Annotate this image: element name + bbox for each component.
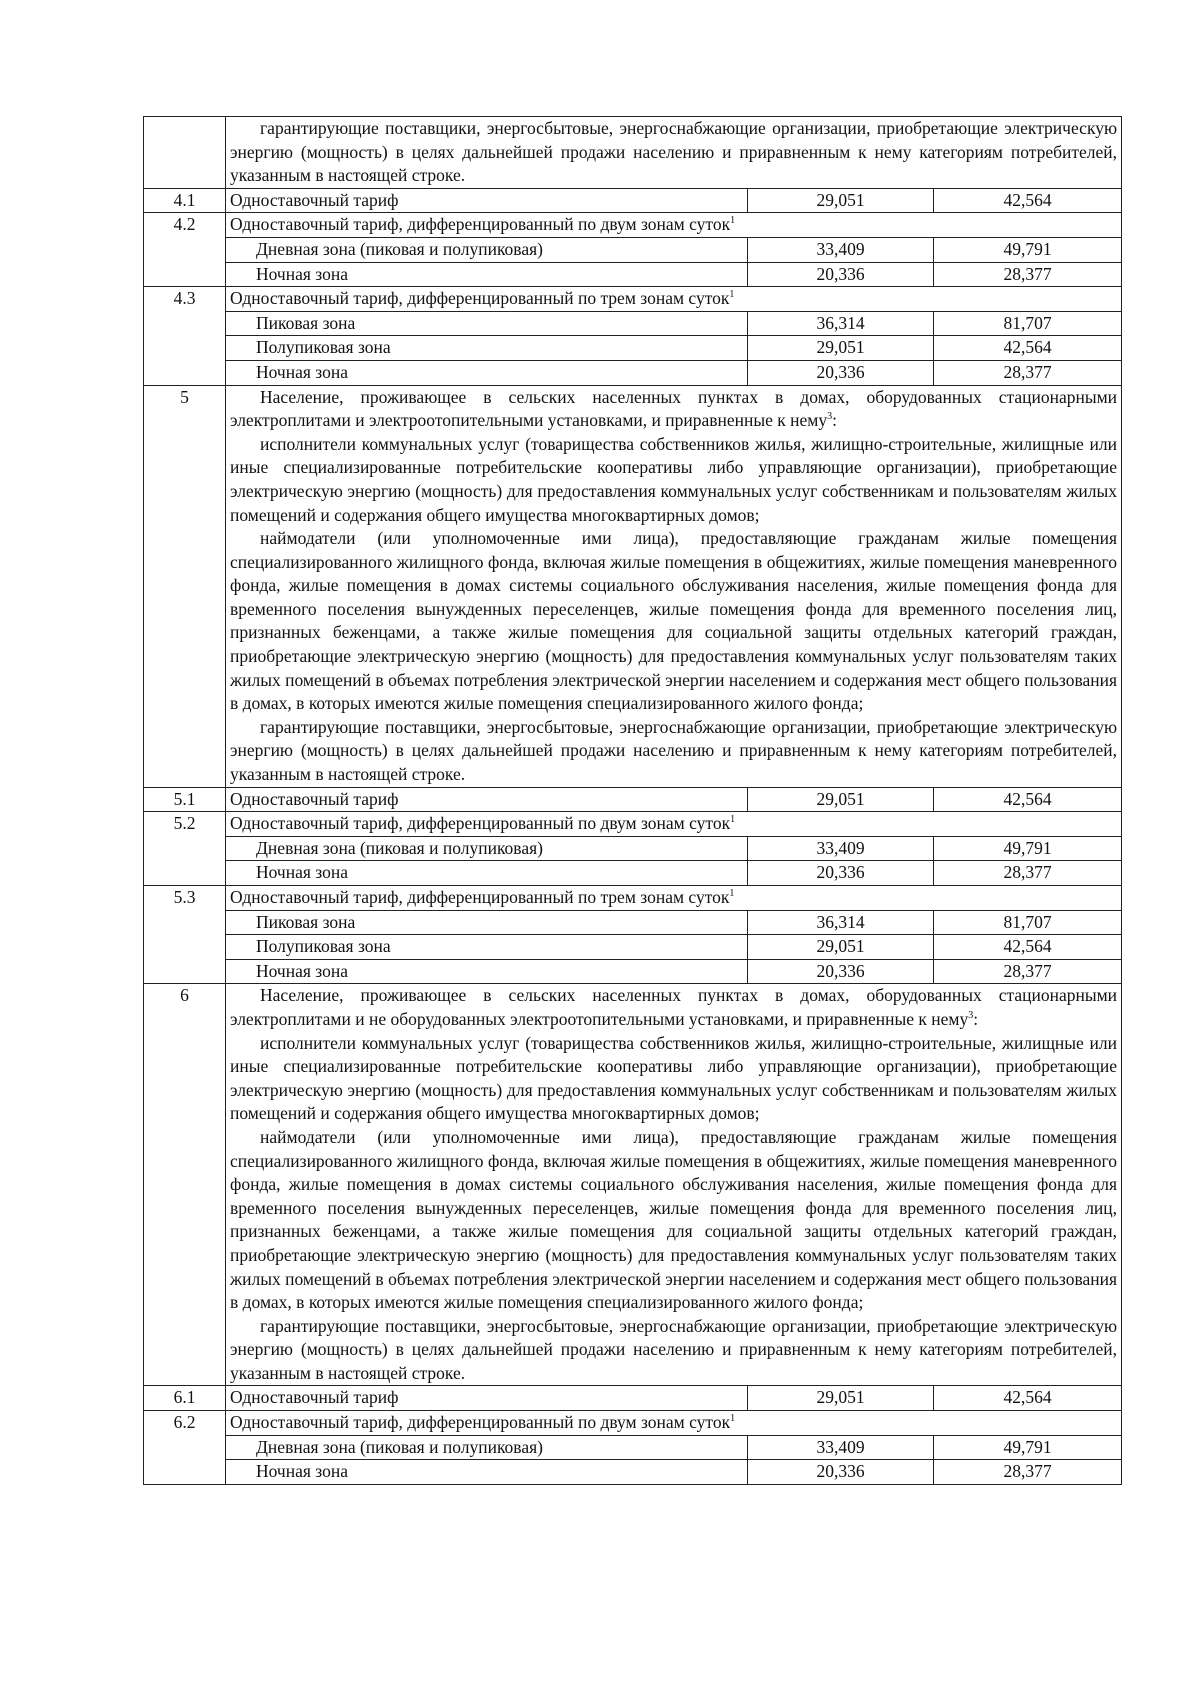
footnote-mark: 1 [730,215,736,227]
row-number [144,117,226,189]
value-cell: 42,564 [934,188,1122,213]
value-cell: 28,377 [934,861,1122,886]
value-cell: 28,377 [934,959,1122,984]
row-number [144,336,226,361]
value-cell: 29,051 [748,787,934,812]
row-label [226,213,1122,238]
value-cell: 42,564 [934,1386,1122,1411]
paragraph-end: : [832,410,837,431]
tariff-table [143,116,1122,1485]
value-cell: 49,791 [934,836,1122,861]
table-row [144,836,1122,861]
label-text: Одноставочный тариф, дифференцированный по трем зонам суток [230,887,730,907]
paragraph-text: Население, проживающее в сельских населенных пунктах в домах, оборудованных стационарными электроплитами и не оборудованных электроотопительными установками, и приравненные к нему [230,985,1118,1029]
footnote-mark: 1 [729,289,735,301]
value-cell: 42,564 [934,935,1122,960]
row-number: 6.2 [144,1411,226,1436]
value-cell: 49,791 [934,237,1122,262]
table-row [144,287,1122,312]
row-number: 5.2 [144,812,226,837]
label-text: Одноставочный тариф, дифференцированный по двум зонам суток [230,214,731,235]
row-label: Ночная зона [226,1460,748,1485]
row-description [226,984,1122,1386]
paragraph: исполнители коммунальных услуг (товарищества собственников жилья, жилищно-строительные, жилищные или иные специализированные потребительские кооперативы либо управляющие организации), приобретающие электрическую энергию (мощность) для предоставления коммунальных услуг собственникам и пользователям жилых помещений и содержания общего имущества многоквартирных домов; [230,1032,1118,1124]
row-label: Полупиковая зона [226,336,748,361]
row-number: 5.3 [144,886,226,911]
table-row [144,213,1122,238]
value-cell: 29,051 [748,935,934,960]
row-label: Дневная зона (пиковая и полупиковая) [226,1435,748,1460]
value-cell: 20,336 [748,959,934,984]
row-number [144,1435,226,1460]
row-number [144,959,226,984]
table-row [144,984,1122,1386]
row-label [226,287,1122,312]
row-number: 5.1 [144,787,226,812]
table-row [144,1435,1122,1460]
table-row [144,910,1122,935]
value-cell: 36,314 [748,910,934,935]
value-cell: 28,377 [934,360,1122,385]
row-label [226,886,1122,911]
row-label: Одноставочный тариф [226,188,748,213]
label-text: Одноставочный тариф, дифференцированный по двум зонам суток [230,1412,731,1433]
value-cell: 20,336 [748,360,934,385]
label-text: Одноставочный тариф, дифференцированный по двум зонам суток [230,813,731,834]
label-text: Одноставочный тариф, дифференцированный по трем зонам суток [230,288,730,309]
value-cell: 28,377 [934,1460,1122,1485]
row-number [144,910,226,935]
paragraph [230,386,1117,433]
table-row [144,1460,1122,1485]
row-label: Пиковая зона [226,311,748,336]
table-row [144,188,1122,213]
table-row [144,935,1122,960]
value-cell: 20,336 [748,1460,934,1485]
table-row [144,1386,1122,1411]
row-label [226,1411,1122,1436]
table-row [144,360,1122,385]
table-row [144,886,1122,911]
row-label: Пиковая зона [226,910,748,935]
value-cell: 33,409 [748,1435,934,1460]
table-row [144,336,1122,361]
value-cell: 49,791 [934,1435,1122,1460]
row-label: Ночная зона [226,861,748,886]
value-cell: 81,707 [934,910,1122,935]
row-label: Ночная зона [226,959,748,984]
row-label: Ночная зона [226,360,748,385]
row-description [226,117,1122,189]
paragraph: гарантирующие поставщики, энергосбытовые, энергоснабжающие организации, приобретающие электрическую энергию (мощность) в целях дальнейшей продажи населению и приравненным к нему категориям потребителей, указанным в настоящей строке. [230,716,1118,785]
row-number [144,1460,226,1485]
row-description [226,385,1122,787]
table-row [144,1411,1122,1436]
paragraph: гарантирующие поставщики, энергосбытовые, энергоснабжающие организации, приобретающие электрическую энергию (мощность) в целях дальнейшей продажи населению и приравненным к нему категориям потребителей, указанным в настоящей строке. [230,118,1118,186]
paragraph [230,984,1117,1031]
row-number: 6.1 [144,1386,226,1411]
table-row [144,861,1122,886]
value-cell: 36,314 [748,311,934,336]
table-row [144,237,1122,262]
table-row [144,262,1122,287]
row-number [144,935,226,960]
row-number: 4.3 [144,287,226,312]
row-number [144,861,226,886]
row-label: Одноставочный тариф [226,787,748,812]
row-number: 6 [144,984,226,1386]
row-label: Дневная зона (пиковая и полупиковая) [226,237,748,262]
row-number [144,262,226,287]
row-label [226,812,1122,837]
paragraph-end: : [973,1008,979,1029]
footnote-mark: 3 [827,411,833,423]
value-cell: 42,564 [934,336,1122,361]
row-number [144,311,226,336]
row-label: Дневная зона (пиковая и полупиковая) [226,836,748,861]
value-cell: 29,051 [748,336,934,361]
footnote-mark: 1 [730,814,736,826]
row-label: Полупиковая зона [226,935,748,960]
table-row [144,959,1122,984]
footnote-mark: 1 [729,888,735,900]
paragraph-text: Население, проживающее в сельских населенных пунктах в домах, оборудованных стационарными электроплитами и электроотопительными установками, и приравненные к нему [230,386,1118,431]
table-row [144,812,1122,837]
table-row [144,117,1122,189]
paragraph: наймодатели (или уполномоченные ими лица), предоставляющие гражданам жилые помещения специализированного жилищного фонда, включая жилые помещения в общежитиях, жилые помещения маневренного фонда, жилые помещения в домах системы социального обслуживания населения, жилые помещения фонда для временного поселения вынужденных переселенцев, жилые помещения фонда для временного поселения лиц, признанных беженцами, а также жилые помещения для социальной защиты отдельных категорий граждан, приобретающие электрическую энергию (мощность) для предоставления коммунальных услуг пользователям таких жилых помещений в объемах потребления электрической энергии населением и содержания мест общего пользования в домах, в которых имеются жилые помещения специализированного жилого фонда; [230,528,1118,714]
value-cell: 81,707 [934,311,1122,336]
paragraph: наймодатели (или уполномоченные ими лица), предоставляющие гражданам жилые помещения специализированного жилищного фонда, включая жилые помещения в общежитиях, жилые помещения маневренного фонда, жилые помещения в домах системы социального обслуживания населения, жилые помещения фонда для временного поселения вынужденных переселенцев, жилые помещения фонда для временного поселения лиц, признанных беженцами, а также жилые помещения для социальной защиты отдельных категорий граждан, приобретающие электрическую энергию (мощность) для предоставления коммунальных услуг пользователям таких жилых помещений в объемах потребления электрической энергии населением и содержания мест общего пользования в домах, в которых имеются жилые помещения специализированного жилого фонда; [230,1126,1118,1313]
value-cell: 33,409 [748,836,934,861]
footnote-mark: 3 [968,1010,974,1022]
row-number: 4.2 [144,213,226,238]
table-row [144,787,1122,812]
value-cell: 29,051 [748,188,934,213]
value-cell: 20,336 [748,861,934,886]
row-label: Одноставочный тариф [226,1386,748,1411]
value-cell: 33,409 [748,237,934,262]
row-number: 5 [144,385,226,787]
row-number: 4.1 [144,188,226,213]
row-number [144,360,226,385]
table-row [144,311,1122,336]
paragraph: гарантирующие поставщики, энергосбытовые, энергоснабжающие организации, приобретающие электрическую энергию (мощность) в целях дальнейшей продажи населению и приравненным к нему категориям потребителей, указанным в настоящей строке. [230,1315,1118,1383]
footnote-mark: 1 [730,1413,736,1425]
row-label: Ночная зона [226,262,748,287]
value-cell: 28,377 [934,262,1122,287]
value-cell: 20,336 [748,262,934,287]
table-row [144,385,1122,787]
row-number [144,237,226,262]
paragraph: исполнители коммунальных услуг (товарищества собственников жилья, жилищно-строительные, жилищные или иные специализированные потребительские кооперативы либо управляющие организации), приобретающие электрическую энергию (мощность) для предоставления коммунальных услуг собственникам и пользователям жилых помещений и содержания общего имущества многоквартирных домов; [230,433,1118,525]
row-number [144,836,226,861]
value-cell: 29,051 [748,1386,934,1411]
value-cell: 42,564 [934,787,1122,812]
